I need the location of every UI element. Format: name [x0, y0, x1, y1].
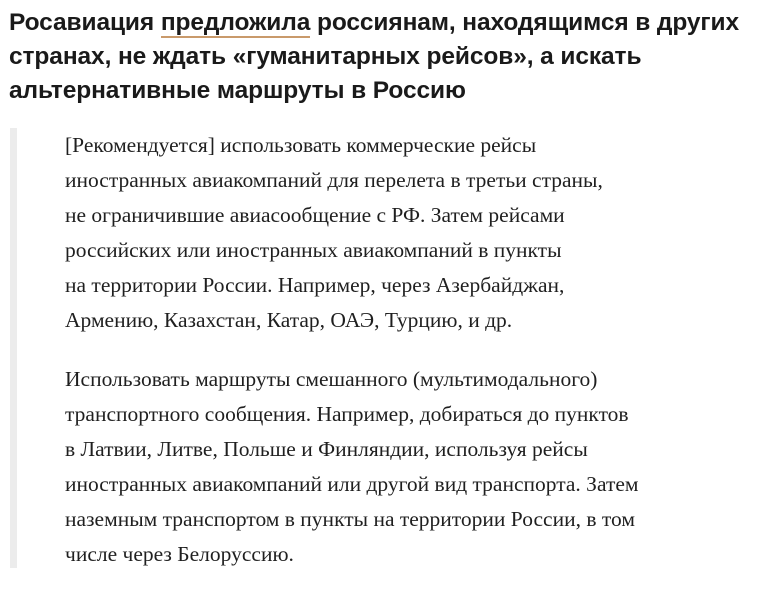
quote-line: наземным транспортом в пункты на территории России, в том [65, 507, 635, 531]
quote-line: российских или иностранных авиакомпаний в пункты [65, 238, 562, 262]
blockquote [10, 128, 755, 568]
quote-line: иностранных авиакомпаний для перелета в третьи страны, [65, 168, 603, 192]
headline-line-2: странах, не ждать «гуманитарных рейсов», а искать [9, 43, 642, 70]
quote-line: иностранных авиакомпаний или другой вид транспорта. Затем [65, 472, 639, 496]
headline [9, 6, 759, 108]
quote-paragraph-1 [65, 128, 763, 338]
quote-line: не ограничившие авиасообщение с РФ. Затем рейсами [65, 203, 565, 227]
quote-line: Армению, Казахстан, Катар, ОАЭ, Турцию, и др. [65, 308, 513, 332]
headline-prefix: Росавиация [9, 9, 161, 36]
quote-line: транспортного сообщения. Например, добираться до пунктов [65, 402, 629, 426]
quote-line: в Латвии, Литве, Польше и Финляндии, используя рейсы [65, 437, 588, 461]
quote-line: [Рекомендуется] использовать коммерческие рейсы [65, 133, 537, 157]
quote-paragraph-2 [65, 362, 763, 572]
headline-line-3: альтернативные маршруты в Россию [9, 77, 466, 104]
headline-link[interactable]: предложила [160, 9, 311, 36]
headline-line-1: россиянам, находящимся в других [310, 9, 740, 36]
quote-line: числе через Белоруссию. [65, 542, 294, 566]
quote-line: Использовать маршруты смешанного (мультимодального) [65, 367, 598, 391]
quote-line: на территории России. Например, через Азербайджан, [65, 273, 565, 297]
